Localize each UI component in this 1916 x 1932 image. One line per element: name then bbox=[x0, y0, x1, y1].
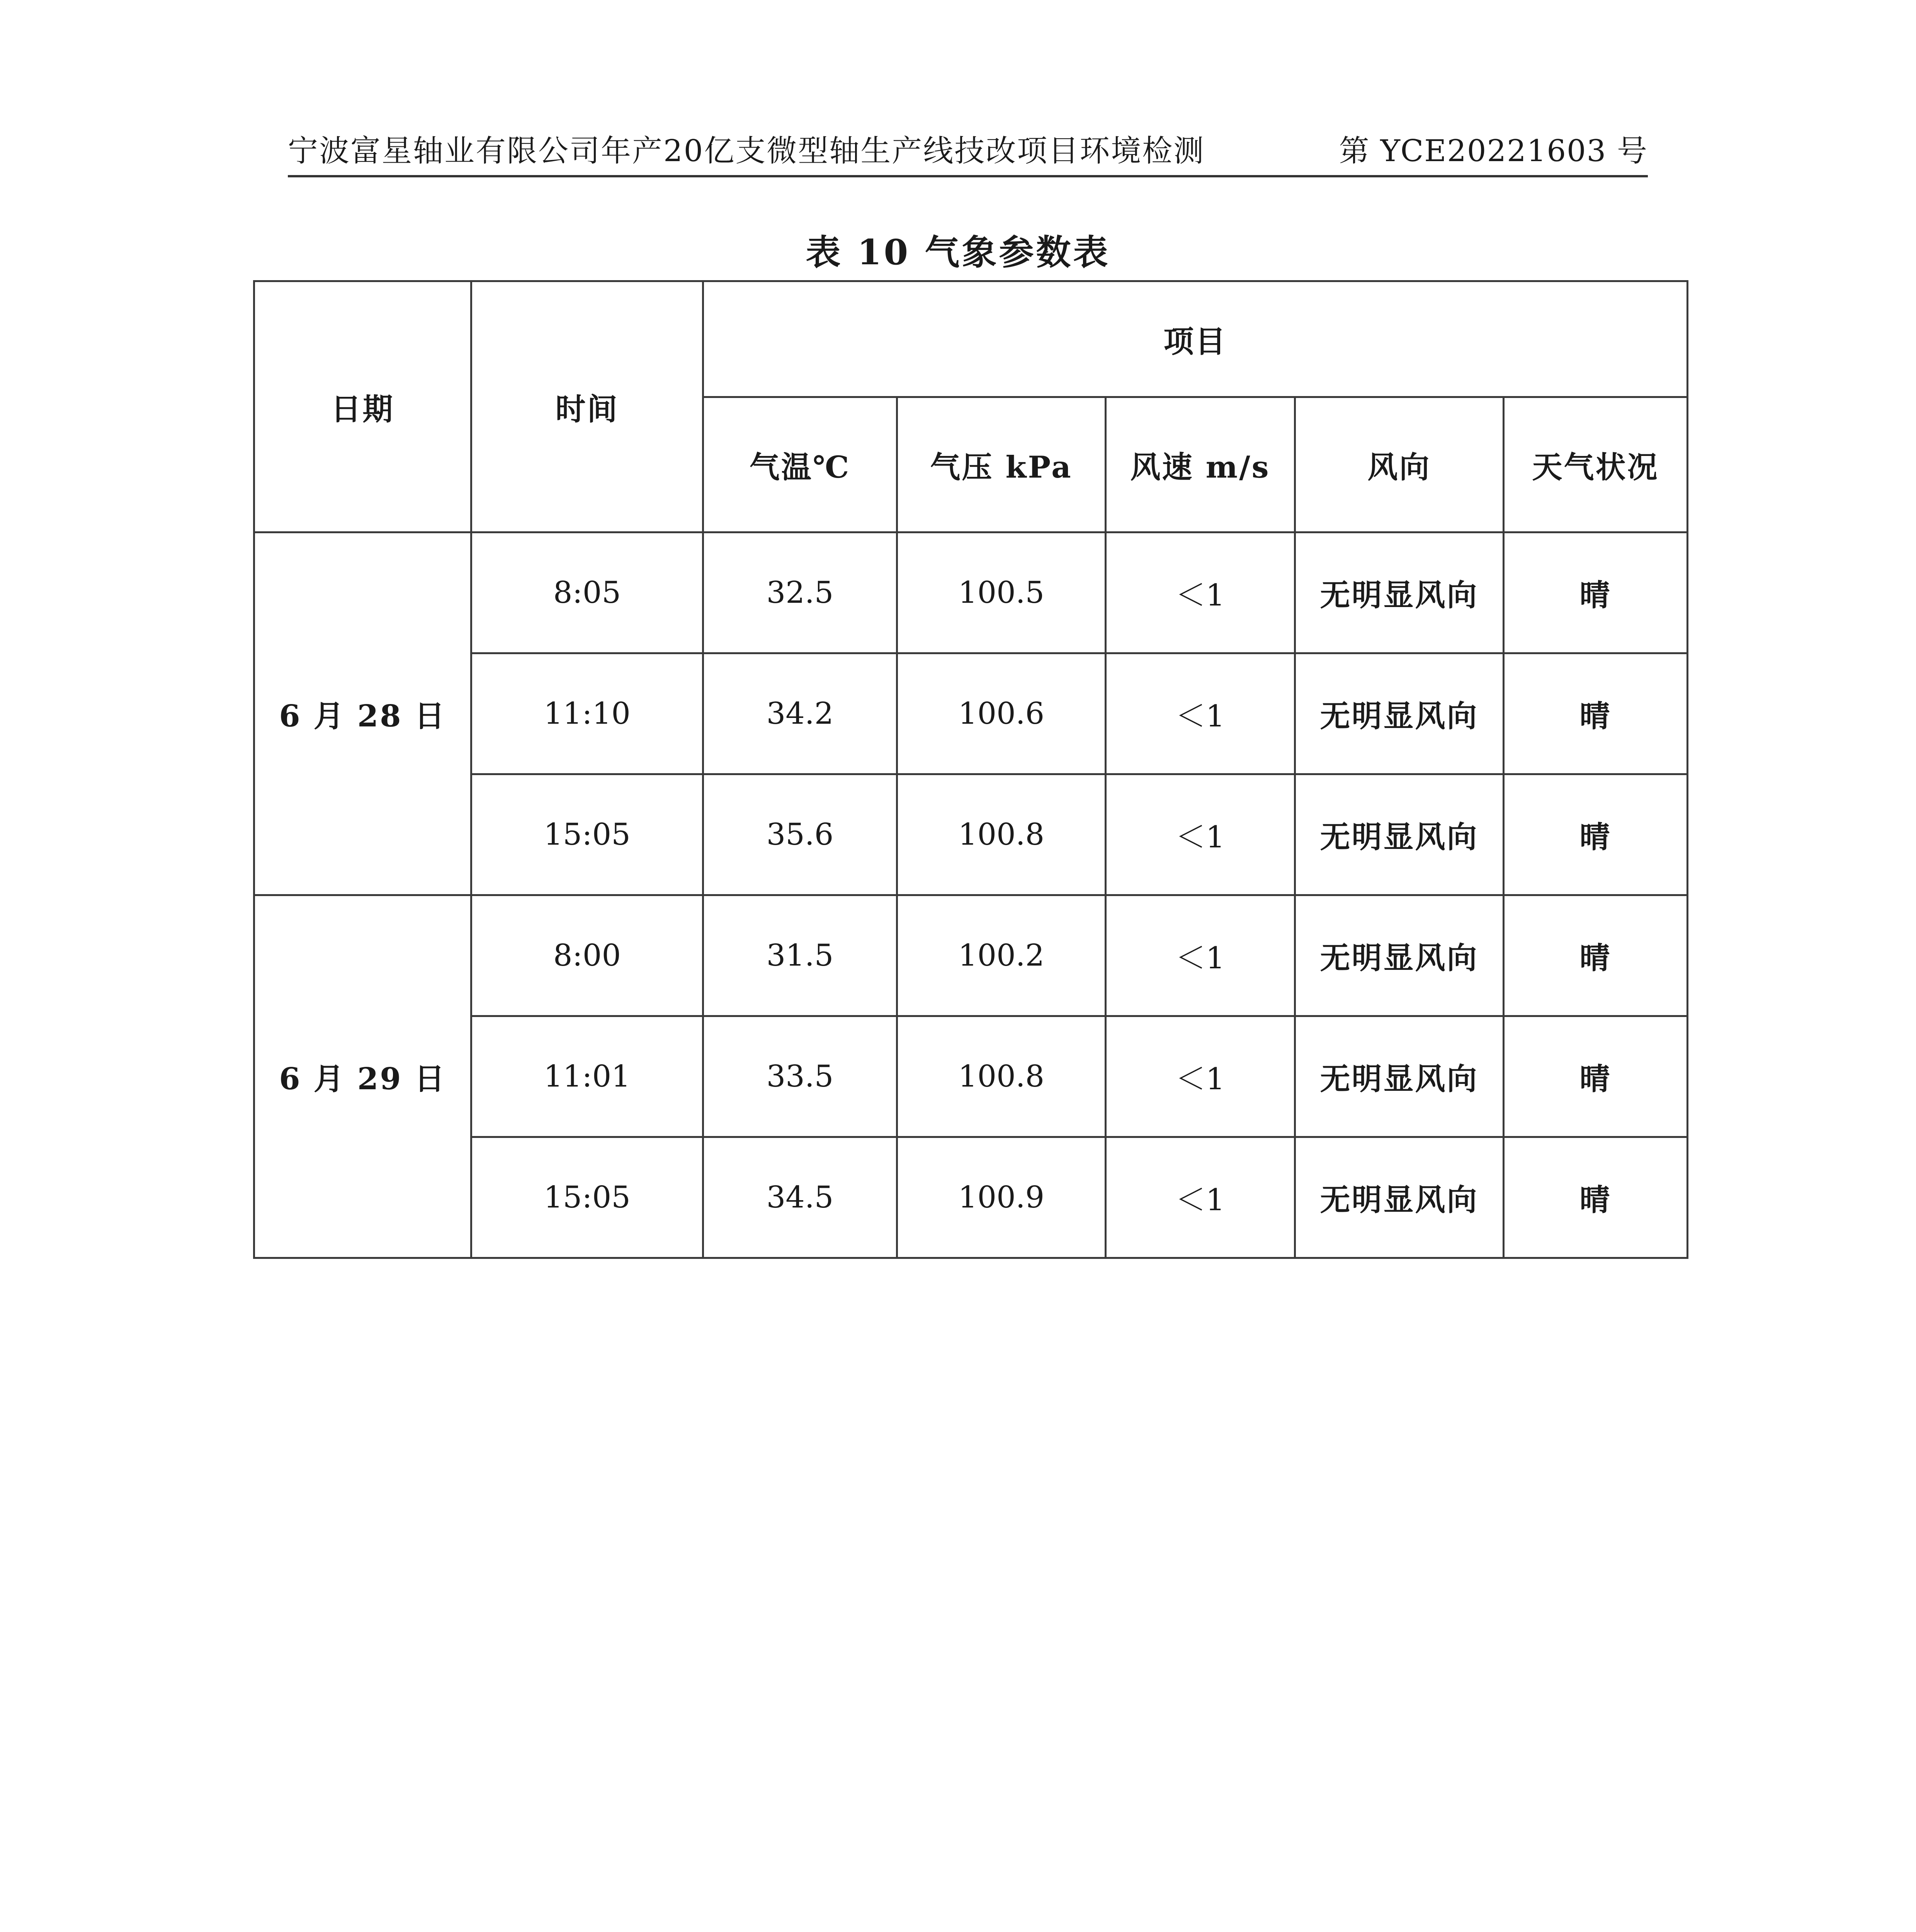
pressure-cell: 100.2 bbox=[897, 895, 1106, 1016]
pressure-cell: 100.8 bbox=[897, 1016, 1106, 1137]
header-weather: 天气状况 bbox=[1504, 397, 1688, 532]
time-cell: 8:00 bbox=[471, 895, 703, 1016]
wind-speed-cell: ＜1 bbox=[1106, 1137, 1295, 1258]
temperature-cell: 31.5 bbox=[703, 895, 897, 1016]
weather-cell: 晴 bbox=[1504, 532, 1688, 653]
weather-parameters-table bbox=[253, 280, 1688, 1259]
table-row bbox=[254, 532, 1688, 653]
temperature-cell: 32.5 bbox=[703, 532, 897, 653]
time-cell: 8:05 bbox=[471, 532, 703, 653]
pressure-cell: 100.5 bbox=[897, 532, 1106, 653]
header-wind-speed: 风速 m/s bbox=[1106, 397, 1295, 532]
time-cell: 11:01 bbox=[471, 1016, 703, 1137]
pressure-cell: 100.9 bbox=[897, 1137, 1106, 1258]
header-temperature: 气温℃ bbox=[703, 397, 897, 532]
wind-direction-cell: 无明显风向 bbox=[1295, 532, 1504, 653]
wind-direction-cell: 无明显风向 bbox=[1295, 653, 1504, 774]
header-pressure: 气压 kPa bbox=[897, 397, 1106, 532]
report-number: 第 YCE20221603 号 bbox=[1339, 134, 1648, 168]
wind-speed-cell: ＜1 bbox=[1106, 895, 1295, 1016]
page-header bbox=[288, 127, 1648, 185]
header-time: 时间 bbox=[471, 281, 703, 532]
weather-cell: 晴 bbox=[1504, 895, 1688, 1016]
header-divider bbox=[288, 175, 1648, 177]
table-title: 表 10 气象参数表 bbox=[806, 232, 1110, 273]
temperature-cell: 34.2 bbox=[703, 653, 897, 774]
header-row-top bbox=[254, 281, 1688, 397]
wind-speed-cell: ＜1 bbox=[1106, 532, 1295, 653]
project-title: 宁波富星轴业有限公司年产20亿支微型轴生产线技改项目环境检测 bbox=[288, 134, 1205, 168]
temperature-cell: 33.5 bbox=[703, 1016, 897, 1137]
date-cell: 6 月 29 日 bbox=[254, 895, 471, 1258]
wind-direction-cell: 无明显风向 bbox=[1295, 1016, 1504, 1137]
table-row bbox=[254, 895, 1688, 1016]
time-cell: 15:05 bbox=[471, 1137, 703, 1258]
header-wind-direction: 风向 bbox=[1295, 397, 1504, 532]
weather-cell: 晴 bbox=[1504, 1137, 1688, 1258]
wind-direction-cell: 无明显风向 bbox=[1295, 1137, 1504, 1258]
time-cell: 15:05 bbox=[471, 774, 703, 895]
temperature-cell: 35.6 bbox=[703, 774, 897, 895]
wind-speed-cell: ＜1 bbox=[1106, 653, 1295, 774]
pressure-cell: 100.8 bbox=[897, 774, 1106, 895]
pressure-cell: 100.6 bbox=[897, 653, 1106, 774]
header-date: 日期 bbox=[254, 281, 471, 532]
wind-speed-cell: ＜1 bbox=[1106, 774, 1295, 895]
wind-speed-cell: ＜1 bbox=[1106, 1016, 1295, 1137]
temperature-cell: 34.5 bbox=[703, 1137, 897, 1258]
weather-cell: 晴 bbox=[1504, 1016, 1688, 1137]
header-items: 项目 bbox=[703, 281, 1688, 397]
date-cell: 6 月 28 日 bbox=[254, 532, 471, 895]
wind-direction-cell: 无明显风向 bbox=[1295, 895, 1504, 1016]
weather-cell: 晴 bbox=[1504, 774, 1688, 895]
weather-cell: 晴 bbox=[1504, 653, 1688, 774]
wind-direction-cell: 无明显风向 bbox=[1295, 774, 1504, 895]
time-cell: 11:10 bbox=[471, 653, 703, 774]
